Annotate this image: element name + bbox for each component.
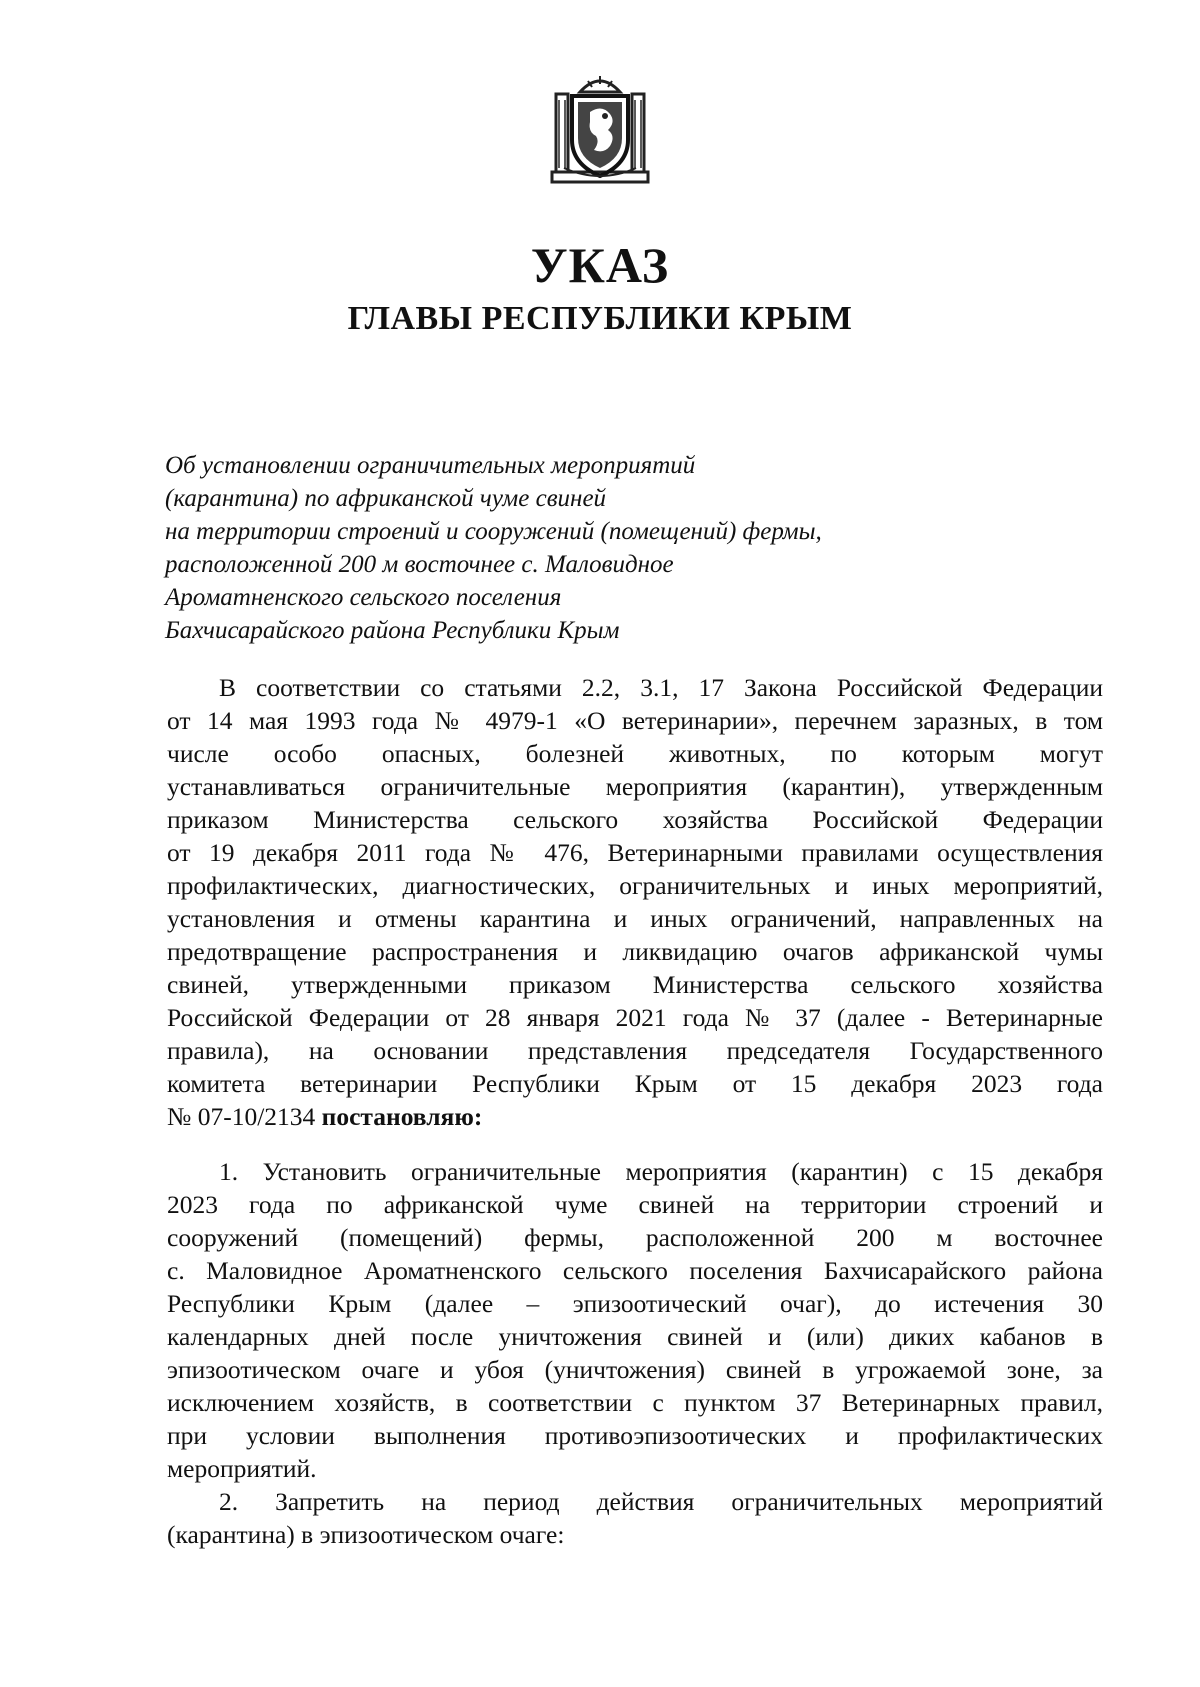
- paragraph-line: эпизоотическом очаге и убоя (уничтожения) свиней в угрожаемой зоне, за: [167, 1355, 1103, 1384]
- subject-line: (карантина) по африканской чуме свиней: [165, 485, 607, 512]
- coat-of-arms-emblem: [550, 72, 650, 190]
- paragraph-line: Республики Крым (далее – эпизоотический очаг), до истечения 30: [167, 1289, 1103, 1318]
- document-title: УКАЗ: [530, 237, 670, 293]
- subject-line: Ароматненского сельского поселения: [165, 584, 562, 611]
- paragraph-line: мероприятий.: [167, 1454, 317, 1483]
- paragraph-line: свиней, утвержденными приказом Министерства сельского хозяйства: [167, 970, 1103, 999]
- subject-line: Об установлении ограничительных мероприятий: [165, 452, 696, 479]
- subject-line: на территории строений и сооружений (помещений) фермы,: [165, 518, 822, 545]
- paragraph-line: от 19 декабря 2011 года № 476, Ветеринарными правилами осуществления: [167, 838, 1103, 867]
- paragraph-line: установления и отмены карантина и иных ограничений, направленных на: [167, 904, 1103, 933]
- paragraph-line: В соответствии со статьями 2.2, 3.1, 17 Закона Российской Федерации: [219, 673, 1103, 702]
- paragraph-line: числе особо опасных, болезней животных, по которым могут: [167, 739, 1103, 768]
- preamble-paragraph: [167, 671, 1103, 1133]
- decree-item-1: [167, 1155, 1103, 1485]
- paragraph-line: правила), на основании представления председателя Государственного: [167, 1036, 1103, 1065]
- paragraph-line: с. Маловидное Ароматненского сельского поселения Бахчисарайского района: [167, 1256, 1103, 1285]
- paragraph-line: календарных дней после уничтожения свиней и (или) диких кабанов в: [167, 1322, 1103, 1351]
- paragraph-last-line: [167, 1100, 1103, 1133]
- document-subtitle: ГЛАВЫ РЕСПУБЛИКИ КРЫМ: [347, 300, 853, 337]
- paragraph-line: комитета ветеринарии Республики Крым от 15 декабря 2023 года: [167, 1069, 1103, 1098]
- paragraph-line: 2. Запретить на период действия ограничительных мероприятий: [219, 1487, 1103, 1516]
- reference-number: № 07-10/2134: [167, 1102, 322, 1131]
- decree-item-2: [167, 1485, 1103, 1551]
- paragraph-line: предотвращение распространения и ликвидацию очагов африканской чумы: [167, 937, 1103, 966]
- decree-subject: [165, 449, 965, 647]
- paragraph-line: от 14 мая 1993 года № 4979-1 «О ветеринарии», перечнем заразных, в том: [167, 706, 1103, 735]
- paragraph-line: 1. Установить ограничительные мероприятия (карантин) с 15 декабря: [219, 1157, 1103, 1186]
- subject-line: Бахчисарайского района Республики Крым: [165, 617, 620, 644]
- paragraph-line: исключением хозяйств, в соответствии с пунктом 37 Ветеринарных правил,: [167, 1388, 1103, 1417]
- paragraph-line: профилактических, диагностических, ограничительных и иных мероприятий,: [167, 871, 1103, 900]
- paragraph-line: Российской Федерации от 28 января 2021 года № 37 (далее - Ветеринарные: [167, 1003, 1103, 1032]
- paragraph-line: приказом Министерства сельского хозяйства Российской Федерации: [167, 805, 1103, 834]
- paragraph-line: сооружений (помещений) фермы, расположенной 200 м восточнее: [167, 1223, 1103, 1252]
- paragraph-line: 2023 года по африканской чуме свиней на территории строений и: [167, 1190, 1103, 1219]
- decree-word: постановляю:: [321, 1102, 483, 1131]
- paragraph-line: устанавливаться ограничительные мероприятия (карантин), утвержденным: [167, 772, 1103, 801]
- paragraph-line: при условии выполнения противоэпизоотических и профилактических: [167, 1421, 1103, 1450]
- subject-line: расположенной 200 м восточнее с. Маловидное: [165, 551, 674, 578]
- paragraph-line: (карантина) в эпизоотическом очаге:: [167, 1520, 565, 1549]
